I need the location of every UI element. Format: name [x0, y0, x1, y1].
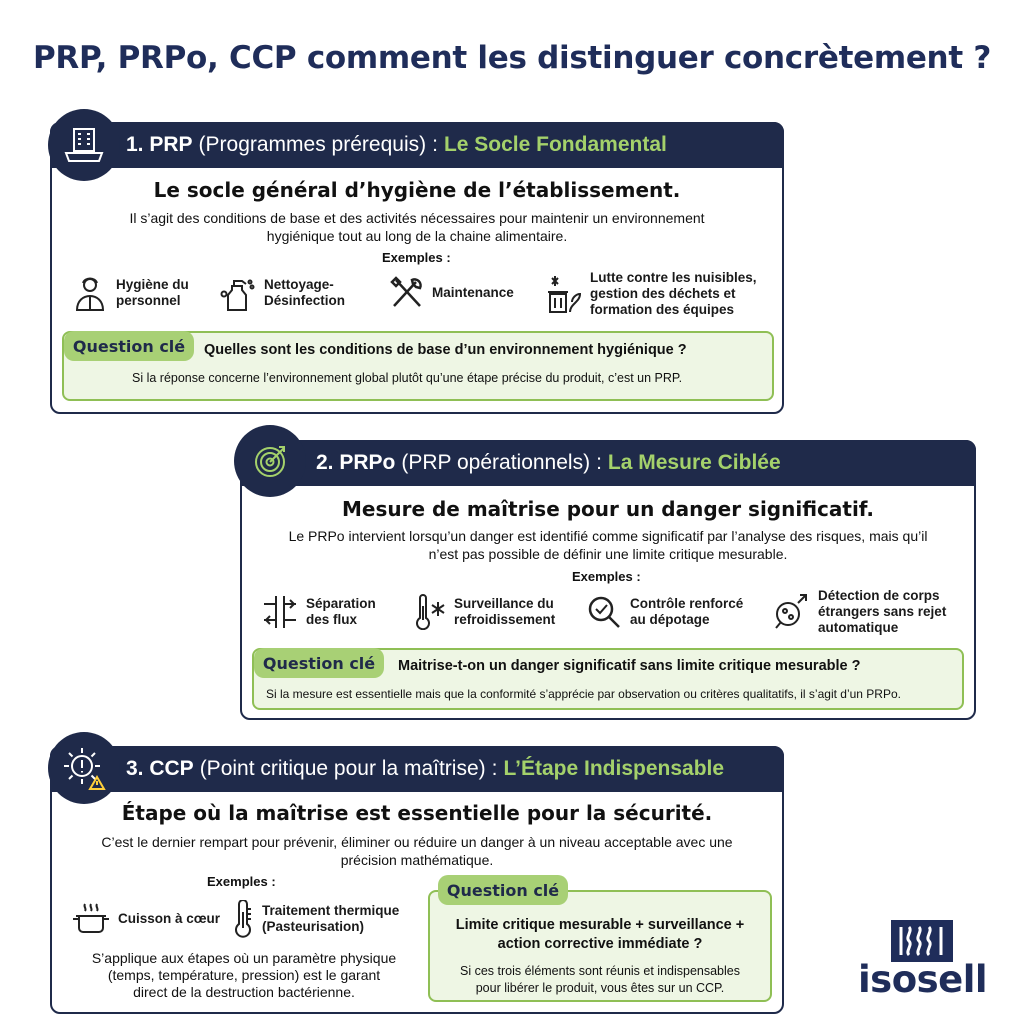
prp-example-pest-waste — [546, 270, 757, 318]
prp-ex2-line1: Nettoyage- — [264, 277, 334, 292]
prp-ex4-line1: Lutte contre les nuisibles, — [590, 270, 757, 285]
prp-question: Quelles sont les conditions de base d’un environnement hygiénique ? — [204, 342, 687, 358]
ccp-question-note — [428, 963, 772, 997]
ccp-applies-line-2: (temps, température, pression) est le garant — [107, 967, 381, 983]
prpo-tagline: La Mesure Ciblée — [607, 451, 781, 474]
ccp-examples-label: Exemples : — [207, 874, 276, 889]
prp-fullname: (Programmes prérequis) — [198, 133, 427, 156]
prp-question-note: Si la réponse concerne l’environnement global plutôt qu’une étape précise du produit, c’est un PRP. — [132, 371, 683, 385]
prpo-ex3-line2: au dépotage — [630, 612, 710, 627]
building-icon — [48, 109, 120, 181]
ccp-ex1-line1: Cuisson à cœur — [118, 911, 221, 926]
prp-desc-line-2: hygiénique tout au long de la chaine alimentaire. — [266, 228, 568, 244]
ccp-applies-line-1: S’applique aux étapes où un paramètre physique — [91, 950, 397, 966]
thermometer-snow-icon — [412, 594, 446, 630]
prpo-example-detection — [772, 588, 946, 636]
ccp-subtitle: Étape où la maîtrise est essentielle pour la sécurité. — [121, 801, 713, 825]
ccp-example-cooking — [72, 902, 220, 936]
prp-ex4-line3: formation des équipes — [590, 302, 735, 317]
prp-ex3-line1: Maintenance — [432, 285, 514, 300]
cooking-pot-icon — [72, 902, 110, 936]
prpo-examples-label: Exemples : — [572, 569, 641, 584]
prpo-ex2-line1: Surveillance du — [454, 596, 554, 611]
prp-examples-label: Exemples : — [382, 250, 451, 265]
prpo-ex4-line1: Détection de corps — [818, 588, 940, 603]
prp-example-maintenance — [388, 274, 514, 312]
prpo-desc-line-1: Le PRPo intervient lorsqu’un danger est identifié comme significatif par l’analyse des risques, mais qu’il — [288, 528, 928, 544]
ccp-note-line-1: Si ces trois éléments sont réunis et indispensables — [459, 964, 740, 978]
magnifier-icon — [586, 594, 622, 630]
tools-icon — [388, 274, 424, 312]
isosell-logo-text: isosell — [858, 958, 988, 1001]
worker-icon — [72, 274, 108, 312]
prpo-example-cooling — [412, 594, 555, 630]
ccp-desc-line-2: précision mathématique. — [340, 852, 494, 868]
prp-tagline: Le Socle Fondamental — [443, 133, 667, 156]
ccp-applies-text — [64, 950, 424, 1001]
flow-separation-icon — [262, 594, 298, 630]
prpo-question-tag: Question clé — [254, 648, 384, 678]
prp-ex4-line2: gestion des déchets et — [590, 286, 736, 301]
ccp-desc-line-1: C’est le dernier rempart pour prévenir, éliminer ou réduire un danger à un niveau acceptable avec une — [101, 834, 733, 850]
prpo-question-note: Si la mesure est essentielle mais que la conformité s’apprécie par observation ou critères qualitatifs, il s’agit d’un PRPo. — [266, 687, 901, 701]
ccp-fullname: (Point critique pour la maîtrise) — [199, 757, 486, 780]
ccp-question — [428, 916, 772, 954]
prpo-number: 2. PRPo — [316, 451, 396, 474]
prpo-ex1-line1: Séparation — [306, 596, 376, 611]
prp-description — [50, 209, 784, 245]
prpo-fullname: (PRP opérationnels) — [401, 451, 591, 474]
prpo-ex1-line2: des flux — [306, 612, 358, 627]
target-icon — [234, 425, 306, 497]
prp-number: 1. PRP — [126, 133, 193, 156]
prp-example-hygiene — [72, 274, 189, 312]
ccp-description — [50, 833, 784, 869]
ccp-applies-line-3: direct de la destruction bactérienne. — [133, 984, 355, 1000]
prp-header — [50, 122, 784, 168]
ccp-header — [50, 746, 784, 792]
prp-desc-line-1: Il s’agit des conditions de base et des activités nécessaires pour maintenir un environnement — [129, 210, 705, 226]
ccp-tagline: L’Étape Indispensable — [503, 757, 725, 780]
prpo-desc-line-2: n’est pas possible de définir une limite critique mesurable. — [428, 546, 788, 562]
prpo-question: Maitrise-t-on un danger significatif sans limite critique mesurable ? — [398, 658, 861, 674]
ccp-ex2-line2: (Pasteurisation) — [262, 919, 365, 934]
page-title: PRP, PRPo, CCP comment les distinguer concrètement ? — [32, 40, 992, 76]
prpo-example-unloading — [586, 594, 743, 630]
prp-question-tag: Question clé — [64, 331, 194, 361]
prp-colon: : — [432, 133, 438, 156]
prpo-colon: : — [596, 451, 602, 474]
spray-bottle-icon — [220, 274, 256, 312]
ccp-number: 3. CCP — [126, 757, 194, 780]
ccp-ex2-line1: Traitement thermique — [262, 903, 400, 918]
ccp-question-line-2: action corrective immédiate ? — [497, 936, 703, 952]
ccp-colon: : — [491, 757, 498, 780]
prp-subtitle: Le socle général d’hygiène de l’établissement. — [153, 178, 681, 202]
foreign-body-detector-icon — [772, 592, 810, 632]
pest-waste-icon — [546, 274, 582, 314]
prpo-ex4-line2: étrangers sans rejet — [818, 604, 947, 619]
prpo-ex3-line1: Contrôle renforcé — [630, 596, 744, 611]
isosell-logo-icon — [891, 920, 953, 962]
prpo-ex4-line3: automatique — [818, 620, 899, 635]
warning-sun-icon — [48, 732, 120, 804]
ccp-question-line-1: Limite critique mesurable + surveillance + — [455, 917, 745, 933]
prpo-example-flow — [262, 594, 376, 630]
prp-ex2-line2: Désinfection — [264, 293, 346, 308]
prpo-ex2-line2: refroidissement — [454, 612, 556, 627]
ccp-example-thermal — [232, 900, 399, 938]
ccp-note-line-2: pour libérer le produit, vous êtes sur un CCP. — [475, 981, 725, 995]
prp-example-cleaning — [220, 274, 345, 312]
thermometer-icon — [232, 900, 254, 938]
prp-ex1-line2: personnel — [116, 293, 181, 308]
prpo-header — [240, 440, 976, 486]
prpo-description — [240, 527, 976, 563]
prp-ex1-line1: Hygiène du — [116, 277, 189, 292]
ccp-question-tag: Question clé — [438, 875, 568, 905]
prpo-subtitle: Mesure de maîtrise pour un danger significatif. — [341, 497, 875, 521]
